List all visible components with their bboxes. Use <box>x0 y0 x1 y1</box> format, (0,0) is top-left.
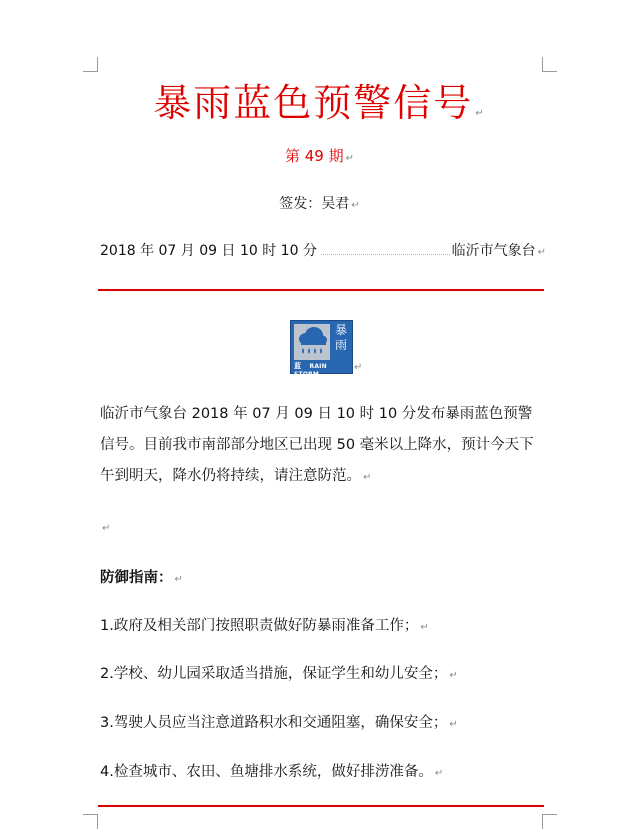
guide-item: 2.学校、幼儿园采取适当措施，保证学生和幼儿安全； ↵ <box>100 666 458 682</box>
guide-item: 4.检查城市、农田、鱼塘排水系统，做好排涝准备。 ↵ <box>100 764 444 780</box>
guide-item: 1.政府及相关部门按照职责做好防暴雨准备工作； ↵ <box>100 618 429 634</box>
page-corner-bottom-left <box>83 814 98 829</box>
guide-item: 3.驾驶人员应当注意道路积水和交通阻塞，确保安全； ↵ <box>100 715 458 731</box>
signer-line: 签发：吴君 ↵ <box>279 196 360 212</box>
page-corner-bottom-right <box>542 814 557 829</box>
guide-heading: 防御指南： ↵ <box>100 570 183 586</box>
dotted-leader <box>321 253 450 255</box>
header-red-rule <box>98 289 544 291</box>
warning-body-text: 临沂市气象台 2018 年 07 月 09 日 10 时 10 分发布暴雨蓝色预警信号。目前我市南部部分地区已出现 50 毫米以上降水，预计今天下午到明天，降水仍将持续，请注意防范。 ↵ <box>100 406 534 484</box>
rain-storm-blue-warning-icon <box>290 320 353 378</box>
footer-red-rule <box>98 805 544 807</box>
icon-characters: 暴 雨 <box>334 323 347 352</box>
issuing-agency: 临沂市气象台 <box>451 243 536 259</box>
issue-number: 第 49 期 ↵ <box>284 147 354 165</box>
issue-datetime: 2018 年 07 月 09 日 10 时 10 分 <box>100 243 317 259</box>
icon-caption: 蓝 RAIN STORM <box>294 362 327 378</box>
page-corner-top-left <box>83 57 98 72</box>
cloud-rain-icon <box>294 324 330 360</box>
empty-paragraph: ↵ <box>102 523 111 534</box>
issue-datetime-line: 2018 年 07 月 09 日 10 时 10 分 临沂市气象台 ↵ <box>100 240 546 260</box>
page-corner-top-right <box>542 57 557 72</box>
document-title: 暴雨蓝色预警信号 ↵ <box>153 81 486 125</box>
